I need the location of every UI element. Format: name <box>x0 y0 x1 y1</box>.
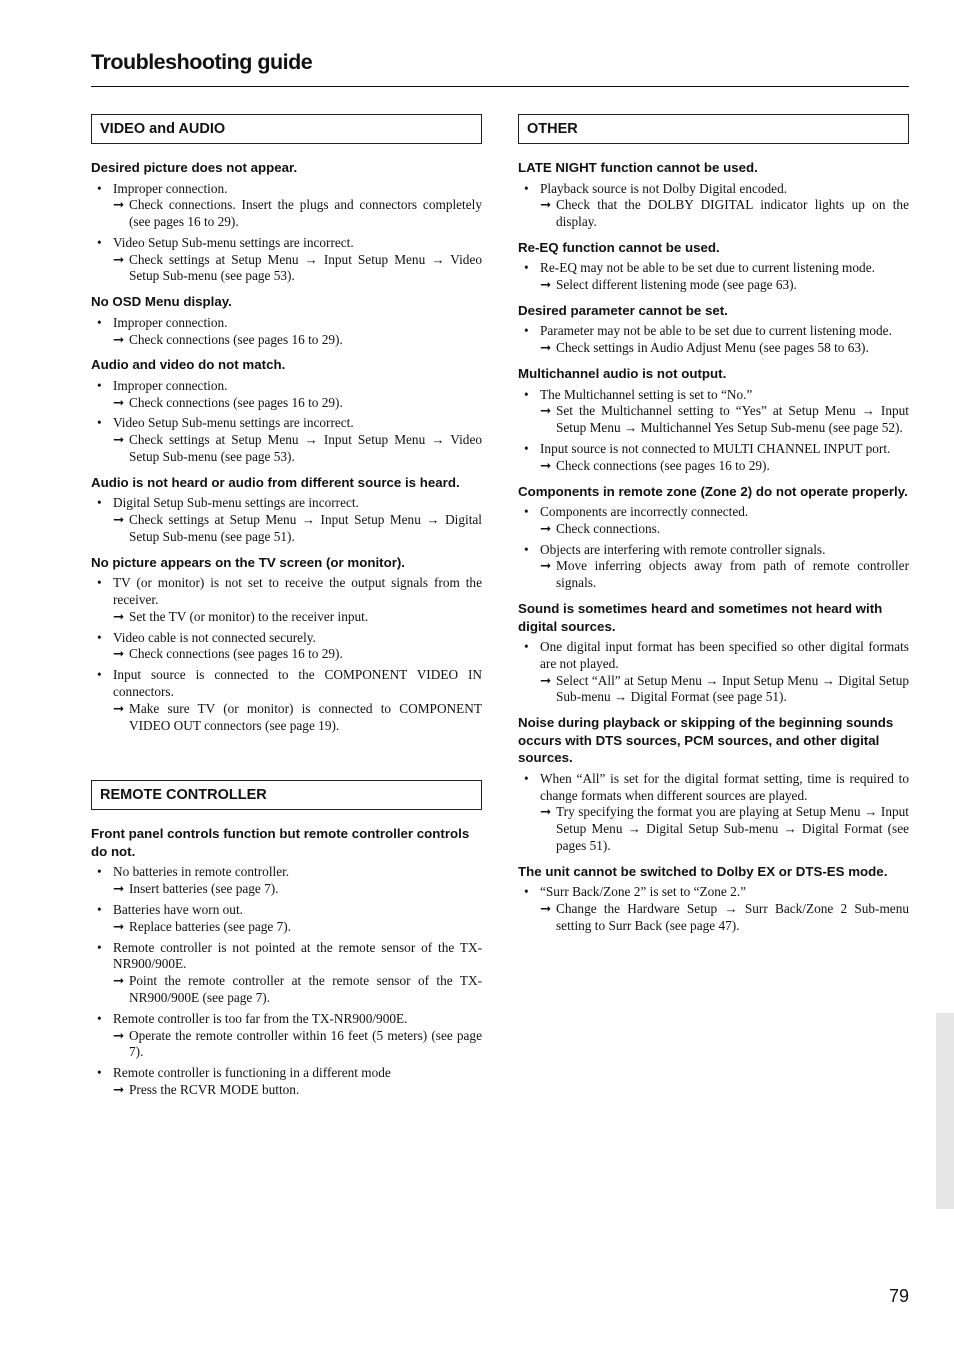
problem-title: No picture appears on the TV screen (or monitor). <box>91 554 406 570</box>
remedy-body: Check connections (see pages 16 to 29). <box>556 457 770 473</box>
cause-item <box>518 387 909 437</box>
remedy-text <box>113 252 482 286</box>
remedy-text <box>113 395 482 412</box>
arrow-icon: ➞ <box>113 512 125 528</box>
remedy-text <box>113 332 482 349</box>
cause-item <box>518 441 909 475</box>
cause-text: • Playback source is not Dolby Digital encoded. <box>540 180 788 196</box>
cause-list <box>91 864 482 1098</box>
problem-block <box>518 239 909 294</box>
problem-title: Re-EQ function cannot be used. <box>518 239 720 255</box>
cause-text: • One digital input format has been specified so other digital formats are not played. <box>540 639 909 671</box>
cause-text: • TV (or monitor) is not set to receive the output signals from the receiver. <box>113 575 482 608</box>
cause-item <box>91 1065 482 1099</box>
arrow-icon: ➞ <box>113 197 125 213</box>
cause-text: • No batteries in remote controller. <box>113 864 290 880</box>
problem-title: Audio and video do not match. <box>91 357 286 373</box>
arrow-icon: ➞ <box>113 700 125 716</box>
remedy-text <box>113 512 482 546</box>
problem-title: No OSD Menu display. <box>91 294 232 310</box>
remedy-text <box>113 432 482 466</box>
problem-block <box>91 159 482 285</box>
cause-item <box>91 575 482 625</box>
cause-text: • Remote controller is too far from the TX-NR900/900E. <box>113 1010 408 1026</box>
problem-block <box>518 483 909 592</box>
remedy-body: Select “All” at Setup Menu → Input Setup Menu → Digital Setup Sub-menu → Digital Format (see page 51). <box>556 672 909 705</box>
section-heading: VIDEO and AUDIO <box>91 114 482 144</box>
cause-item <box>91 902 482 936</box>
remedy-text <box>113 609 482 626</box>
remedy-text <box>113 919 482 936</box>
remedy-text <box>113 197 482 231</box>
cause-text: • Input source is not connected to MULTI CHANNEL INPUT port. <box>540 440 891 456</box>
remedy-body: Insert batteries (see page 7). <box>129 881 279 897</box>
problem-title: Sound is sometimes heard and sometimes not heard with digital sources. <box>518 601 883 634</box>
right-column <box>518 114 909 943</box>
section-heading: OTHER <box>518 114 909 144</box>
cause-text: • Parameter may not be able to be set due to current listening mode. <box>540 323 892 339</box>
left-column <box>91 114 482 1107</box>
title-rule <box>91 86 909 87</box>
side-index-tab <box>936 1013 954 1209</box>
problem-block <box>518 365 909 474</box>
cause-list <box>518 504 909 592</box>
cause-item <box>91 495 482 545</box>
remedy-text <box>540 901 909 935</box>
cause-text: • Remote controller is functioning in a different mode <box>113 1065 391 1081</box>
problem-title: The unit cannot be switched to Dolby EX or DTS-ES mode. <box>518 863 888 879</box>
cause-list <box>518 771 909 855</box>
cause-item <box>518 181 909 231</box>
arrow-icon: ➞ <box>113 973 125 989</box>
remedy-body: Replace batteries (see page 7). <box>129 918 292 934</box>
cause-item <box>518 542 909 592</box>
arrow-icon: ➞ <box>113 1081 125 1097</box>
cause-text: • Improper connection. <box>113 314 228 330</box>
cause-item <box>91 940 482 1007</box>
arrow-icon: ➞ <box>540 403 552 419</box>
remedy-text <box>540 558 909 592</box>
arrow-icon: ➞ <box>540 804 552 820</box>
remedy-text <box>113 973 482 1007</box>
arrow-icon: ➞ <box>113 608 125 624</box>
remedy-body: Try specifying the format you are playing at Setup Menu → Input Setup Menu → Digital Setup Sub-menu → Digital Format (see pages 51). <box>556 804 909 853</box>
problem-block <box>91 474 482 546</box>
cause-text: • “Surr Back/Zone 2” is set to “Zone 2.” <box>540 884 747 900</box>
problem-title: Front panel controls function but remote controller controls do not. <box>91 826 470 859</box>
remedy-body: Make sure TV (or monitor) is connected to COMPONENT VIDEO OUT connectors (see page 19). <box>129 700 482 733</box>
remedy-body: Press the RCVR MODE button. <box>129 1081 300 1097</box>
remedy-body: Check connections. <box>556 520 661 536</box>
cause-text: • Remote controller is not pointed at the remote sensor of the TX-NR900/900E. <box>113 939 482 972</box>
arrow-icon: ➞ <box>113 1027 125 1043</box>
arrow-icon: ➞ <box>540 672 552 688</box>
remedy-text <box>540 673 909 707</box>
cause-list <box>91 181 482 286</box>
problem-block <box>518 863 909 935</box>
cause-item <box>91 315 482 349</box>
cause-list <box>91 378 482 466</box>
cause-text: • Improper connection. <box>113 377 228 393</box>
cause-text: • Video Setup Sub-menu settings are incorrect. <box>113 415 354 431</box>
cause-list <box>518 323 909 357</box>
arrow-icon: ➞ <box>540 901 552 917</box>
arrow-icon: ➞ <box>540 340 552 356</box>
problem-block <box>518 600 909 706</box>
cause-text: • Video Setup Sub-menu settings are incorrect. <box>113 234 354 250</box>
cause-item <box>91 630 482 664</box>
cause-list <box>91 315 482 349</box>
cause-text: • Video cable is not connected securely. <box>113 629 316 645</box>
problem-title: Components in remote zone (Zone 2) do not operate properly. <box>518 483 908 499</box>
cause-item <box>91 1011 482 1061</box>
problem-title: Desired picture does not appear. <box>91 160 298 175</box>
arrow-icon: ➞ <box>113 251 125 267</box>
remedy-body: Change the Hardware Setup → Surr Back/Zone 2 Sub-menu setting to Surr Back (see page 47). <box>556 901 909 933</box>
cause-list <box>518 181 909 231</box>
cause-list <box>518 639 909 706</box>
cause-item <box>518 771 909 855</box>
cause-text: • Batteries have worn out. <box>113 902 243 918</box>
cause-list <box>518 884 909 934</box>
cause-text: • Components are incorrectly connected. <box>540 504 749 520</box>
remedy-body: Check settings in Audio Adjust Menu (see pages 58 to 63). <box>556 340 869 356</box>
arrow-icon: ➞ <box>113 881 125 897</box>
remedy-body: Check connections (see pages 16 to 29). <box>129 394 343 410</box>
problem-block <box>91 356 482 465</box>
remedy-text <box>540 197 909 231</box>
problem-title: Desired parameter cannot be set. <box>518 302 728 318</box>
page-number: 79 <box>888 1286 909 1306</box>
problem-block <box>91 554 482 735</box>
remedy-text <box>540 521 909 538</box>
remedy-text <box>113 1082 482 1099</box>
section-heading: REMOTE CONTROLLER <box>91 780 482 810</box>
remedy-body: Set the Multichannel setting to “Yes” at Setup Menu → Input Setup Menu → Multichannel Yes Setup Sub-menu (see page 52). <box>556 403 909 436</box>
remedy-body: Point the remote controller at the remote sensor of the TX-NR900/900E (see page 7). <box>129 973 482 1005</box>
remedy-text <box>540 277 909 294</box>
remedy-text <box>113 1028 482 1062</box>
cause-text: • Digital Setup Sub-menu settings are incorrect. <box>113 495 359 511</box>
cause-item <box>91 667 482 734</box>
arrow-icon: ➞ <box>113 394 125 410</box>
remedy-text <box>540 403 909 437</box>
arrow-icon: ➞ <box>540 520 552 536</box>
remedy-text <box>113 646 482 663</box>
problem-block <box>518 159 909 231</box>
cause-item <box>518 260 909 294</box>
section-spacer <box>91 742 482 780</box>
arrow-icon: ➞ <box>113 646 125 662</box>
cause-text: • Re-EQ may not be able to be set due to current listening mode. <box>540 260 875 276</box>
remedy-body: Check settings at Setup Menu → Input Setup Menu → Video Setup Sub-menu (see page 53). <box>129 251 482 284</box>
page-title: Troubleshooting guide <box>91 50 313 74</box>
remedy-body: Check connections (see pages 16 to 29). <box>129 646 343 662</box>
arrow-icon: ➞ <box>540 558 552 574</box>
cause-item <box>91 864 482 898</box>
arrow-icon: ➞ <box>540 197 552 213</box>
cause-item <box>91 378 482 412</box>
remedy-body: Check settings at Setup Menu → Input Setup Menu → Digital Setup Sub-menu (see page 51). <box>129 512 482 544</box>
cause-list <box>518 260 909 294</box>
remedy-body: Move inferring objects away from path of remote controller signals. <box>556 558 909 591</box>
problem-title: Audio is not heard or audio from different source is heard. <box>91 474 460 490</box>
cause-text: • Objects are interfering with remote controller signals. <box>540 541 826 557</box>
cause-item <box>91 415 482 465</box>
problem-title: Multichannel audio is not output. <box>518 366 727 382</box>
remedy-text <box>540 458 909 475</box>
arrow-icon: ➞ <box>113 918 125 934</box>
remedy-text <box>540 804 909 854</box>
problem-block <box>91 825 482 1098</box>
cause-text: • When “All” is set for the digital format setting, time is required to change formats when different sources are played. <box>540 770 909 803</box>
remedy-body: Operate the remote controller within 16 feet (5 meters) (see page 7). <box>129 1027 482 1060</box>
remedy-text <box>113 881 482 898</box>
cause-item <box>91 181 482 231</box>
remedy-body: Set the TV (or monitor) to the receiver input. <box>129 608 369 624</box>
cause-item <box>518 884 909 934</box>
arrow-icon: ➞ <box>540 277 552 293</box>
cause-text: • Input source is connected to the COMPONENT VIDEO IN connectors. <box>113 667 482 700</box>
cause-list <box>91 495 482 545</box>
problem-title: Noise during playback or skipping of the beginning sounds occurs with DTS sources, PCM sources, and other digital sources. <box>518 715 894 766</box>
remedy-body: Check connections (see pages 16 to 29). <box>129 331 343 347</box>
remedy-body: Check that the DOLBY DIGITAL indicator lights up on the display. <box>556 197 909 230</box>
problem-title: LATE NIGHT function cannot be used. <box>518 160 758 175</box>
cause-item <box>91 235 482 285</box>
cause-item <box>518 323 909 357</box>
problem-block <box>518 302 909 357</box>
arrow-icon: ➞ <box>113 432 125 448</box>
cause-item <box>518 504 909 538</box>
cause-item <box>518 639 909 706</box>
remedy-text <box>113 701 482 735</box>
remedy-body: Check connections. Insert the plugs and connectors completely (see pages 16 to 29). <box>129 197 482 230</box>
cause-text: • The Multichannel setting is set to “No.” <box>540 386 753 402</box>
problem-block <box>518 714 909 854</box>
problem-block <box>91 293 482 348</box>
cause-list <box>518 387 909 475</box>
arrow-icon: ➞ <box>113 331 125 347</box>
remedy-body: Select different listening mode (see page 63). <box>556 277 797 293</box>
remedy-text <box>540 340 909 357</box>
remedy-body: Check settings at Setup Menu → Input Setup Menu → Video Setup Sub-menu (see page 53). <box>129 432 482 465</box>
cause-list <box>91 575 482 734</box>
arrow-icon: ➞ <box>540 457 552 473</box>
cause-text: • Improper connection. <box>113 180 228 196</box>
